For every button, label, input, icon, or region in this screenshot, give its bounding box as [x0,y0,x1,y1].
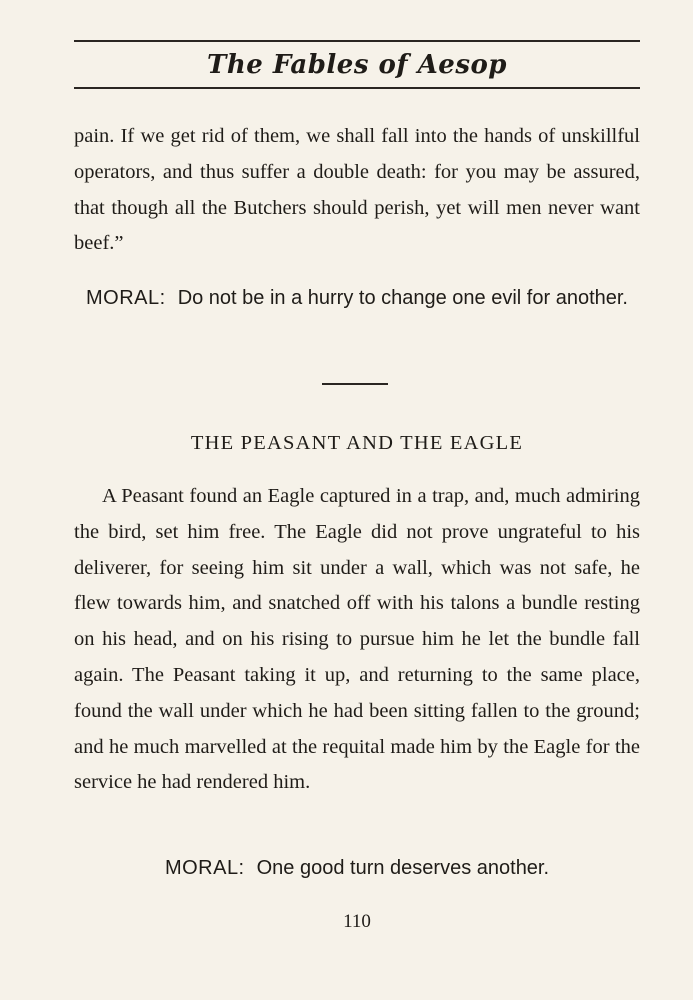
fable-paragraph: A Peasant found an Eagle captured in a trap, and, much admiring the bird, set him free. The Eagle did not prove ungrateful to his deliverer, for seeing him sit under a wall, which was not safe, he flew towards him, and snatched off with his talons a bundle resting on his head, and on his rising to pursue him he let the bundle fall again. The Peasant taking it up, and returning to the same place, found the wall under which he had been sitting fallen to the ground; and he much marvelled at the requital made him by the Eagle for the service he had rendered him. [74,485,640,794]
moral-label: MORAL: [86,287,166,309]
moral-text: Do not be in a hurry to change one evil for another. [177,287,628,309]
moral-previous-fable [74,283,640,313]
moral-text: One good turn deserves another. [256,857,550,879]
moral-fable [74,853,640,883]
page-number: 110 [343,911,371,932]
section-divider [322,383,388,385]
header-rule-bottom [74,87,640,89]
running-header: The Fables of Aesop [207,50,507,80]
moral-label: MORAL: [164,857,245,879]
fable-title: THE PEASANT AND THE EAGLE [190,432,524,454]
continuation-paragraph: pain. If we get rid of them, we shall fall into the hands of unskillful operators, and thus suffer a double death: for you may be assured, that though all the Butchers should perish, yet will men never want beef.” [74,125,640,255]
header-rule-top [74,40,640,42]
